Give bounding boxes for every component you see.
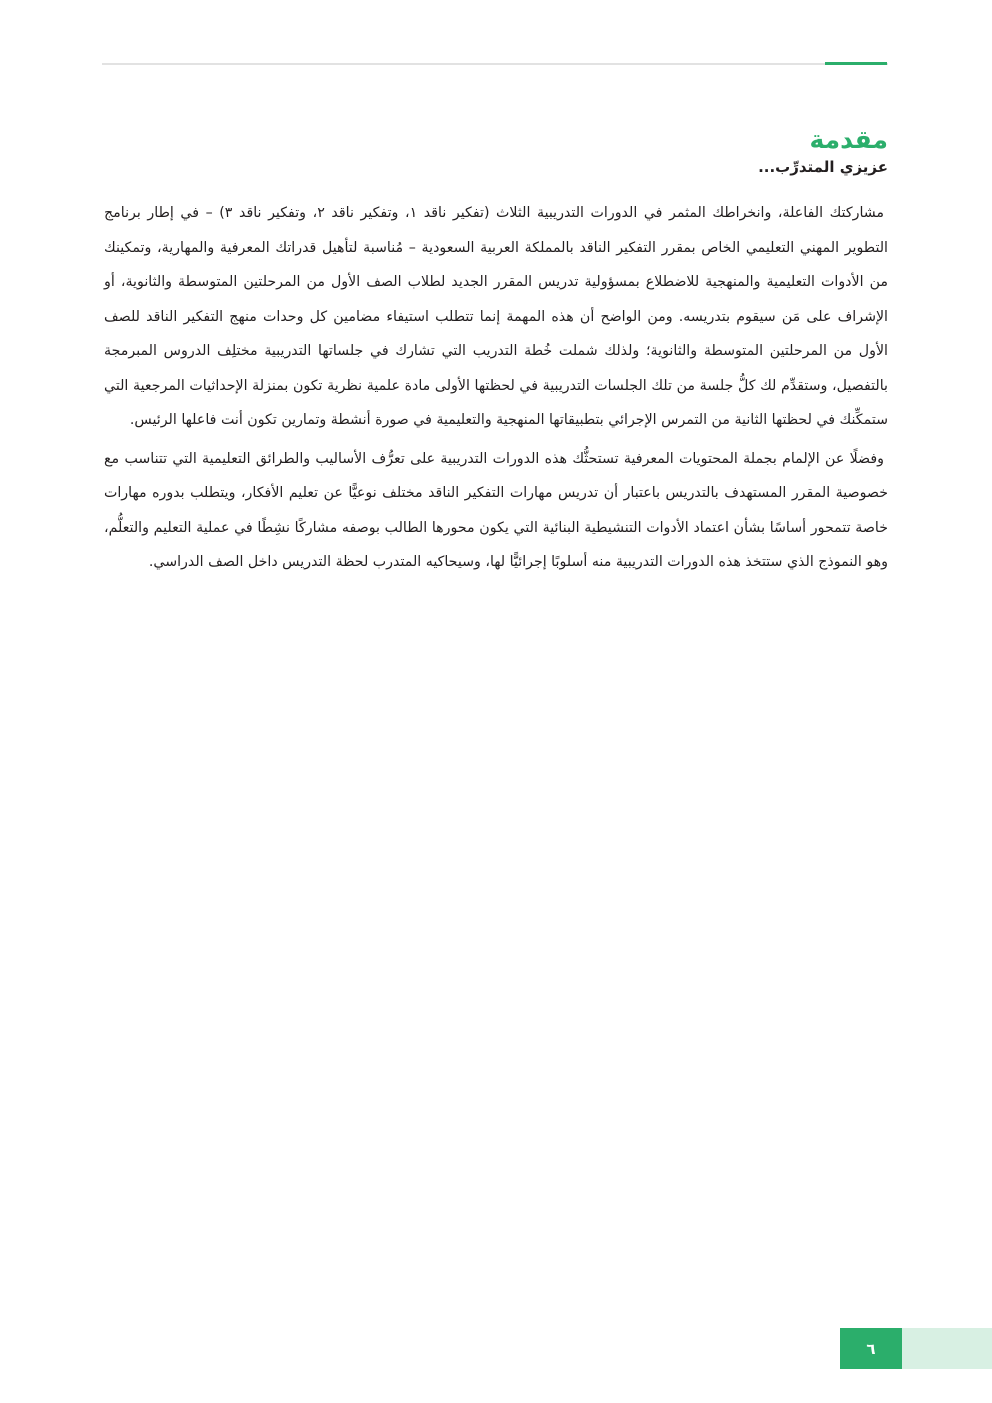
page-title: مقدمة: [809, 124, 888, 154]
footer-band: [902, 1328, 992, 1369]
page-number: ٦: [840, 1328, 902, 1369]
paragraph: مشاركتك الفاعلة، وانخراطك المثمر في الدورات التدريبية الثلاث (تفكير ناقد ١، وتفكير ناقد ٢، وتفكير ناقد ٣) – في إطار برنامج التطوير المهني التعليمي الخاص بمقرر التفكير الناقد بالمملكة العربية السعودية – مُناسبة لتأهيل قدراتك المعرفية والمهارية، وتمكينك من الأدوات التعليمية والمنهجية للاضطلاع بمسؤولية تدريس المقرر الجديد لطلاب الصف الأول من المرحلتين المتوسطة والثانوية، أو الإشراف على مَن سيقوم بتدريسه. ومن الواضح أن هذه المهمة إنما تتطلب استيفاء مضامين كل وحدات منهج التفكير الناقد للصف الأول من المرحلتين المتوسطة والثانوية؛ ولذلك شملت خُطة التدريب التي تشارك في جلساتها التدريبية مختلِف الدروس المبرمجة بالتفصيل، وستقدِّم لك كلُّ جلسة من تلك الجلسات التدريبية في لحظتها الأولى مادة علمية نظرية تكون بمنزلة الإحداثيات المرجعية التي ستمكِّنك في لحظتها الثانية من التمرس الإجرائي بتطبيقاتها المنهجية والتعليمية في صورة أنشطة وتمارين تكون أنت فاعلها الرئيس.: [104, 205, 888, 428]
body-text: [104, 196, 888, 584]
paragraph: وفضلًا عن الإلمام بجملة المحتويات المعرفية تستحثُّك هذه الدورات التدريبية على تعرُّف الأساليب والطرائق التعليمية التي تتناسب مع خصوصية المقرر المستهدف بالتدريس باعتبار أن تدريس مهارات التفكير الناقد مختلف نوعيًّا عن تعليم الأفكار، ويتطلب بدوره مهارات خاصة تتمحور أساسًا بشأن اعتماد الأدوات التنشيطية البنائية التي يكون محورها الطالب بوصفه مشاركًا نشِطًا في عملية التعليم والتعلُّم، وهو النموذج الذي ستتخذ هذه الدورات التدريبية منه أسلوبًا إجرائيًّا لها، وسيحاكيه المتدرب لحظة التدريس داخل الصف الدراسي.: [104, 450, 888, 570]
greeting: عزيزي المتدرِّب...: [758, 158, 888, 176]
top-divider-accent: [825, 62, 887, 65]
top-divider-line: [102, 63, 888, 65]
